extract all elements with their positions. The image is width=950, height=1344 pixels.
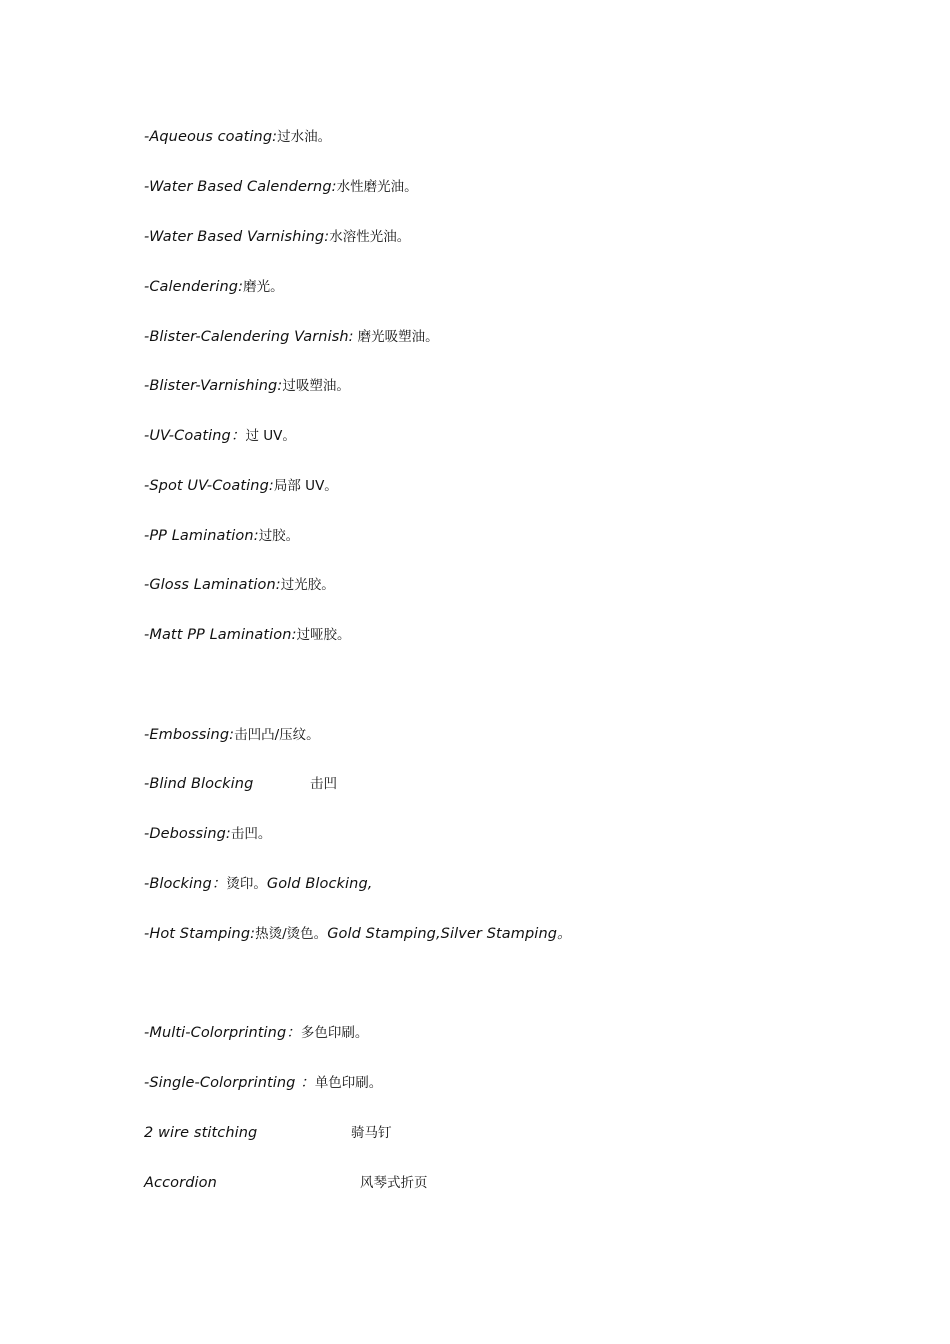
term-chinese: 磨光吸塑油。 (357, 329, 439, 345)
term-line (144, 574, 335, 596)
term-english: -Aqueous coating: (144, 129, 278, 145)
term-line (144, 724, 320, 746)
term-english: -Embossing: (144, 727, 235, 743)
term-chinese: 单色印刷。 (314, 1075, 383, 1091)
term-chinese: 局部 UV。 (273, 478, 338, 494)
term-line (144, 1172, 428, 1194)
term-line (144, 375, 350, 397)
term-chinese: 击凹凸/压纹。 (234, 727, 320, 743)
term-line (144, 525, 299, 547)
term-line (144, 126, 331, 148)
term-line (144, 276, 284, 298)
term-chinese: 多色印刷。 (300, 1025, 369, 1041)
term-chinese: 过吸塑油。 (282, 378, 350, 394)
term-english: -PP Lamination: (144, 528, 259, 544)
term-english: -Hot Stamping: (144, 926, 256, 942)
term-line (144, 425, 296, 447)
term-english: -UV-Coating： (144, 428, 246, 444)
term-chinese: 过光胶。 (280, 577, 335, 593)
term-english: -Spot UV-Coating: (144, 478, 274, 494)
term-line (144, 326, 439, 348)
term-english: -Blocking： (144, 876, 227, 892)
term-chinese: 风琴式折页 (360, 1175, 428, 1191)
term-english: -Water Based Calenderng: (144, 179, 337, 195)
term-chinese: 热烫/烫色。 (255, 926, 328, 942)
term-english: -Matt PP Lamination: (144, 627, 297, 643)
term-chinese: 水溶性光油。 (329, 229, 411, 245)
term-english: -Blister-Calendering Varnish: (144, 329, 354, 345)
term-chinese: 烫印。 (226, 876, 267, 892)
term-english: -Blind Blocking (144, 776, 254, 792)
term-chinese: 过胶。 (258, 528, 300, 544)
term-english: -Multi-Colorprinting： (144, 1025, 301, 1041)
term-line (144, 1022, 368, 1044)
term-english: 2 wire stitching (144, 1125, 258, 1141)
term-english: -Calendering: (144, 279, 244, 295)
term-english: Accordion (144, 1175, 217, 1191)
term-line (144, 176, 418, 198)
term-english: -Single-Colorprinting ： (144, 1075, 315, 1091)
term-english: -Debossing: (144, 826, 231, 842)
term-chinese: 骑马钉 (351, 1125, 392, 1141)
term-chinese: 过 UV。 (245, 428, 296, 444)
term-line (144, 1072, 382, 1094)
term-chinese: 过水油。 (277, 129, 332, 145)
term-line (144, 624, 351, 646)
term-line (144, 773, 337, 795)
term-english: -Gloss Lamination: (144, 577, 281, 593)
term-english: -Blister-Varnishing: (144, 378, 283, 394)
term-chinese: 过哑胶。 (296, 627, 351, 643)
term-line (144, 923, 572, 945)
term-english-extra: Gold Stamping,Silver Stamping。 (327, 926, 572, 942)
term-line (144, 226, 410, 248)
term-chinese: 磨光。 (243, 279, 284, 295)
term-english-extra: Gold Blocking, (266, 876, 373, 892)
term-chinese: 击凹。 (230, 826, 272, 842)
term-chinese: 水性磨光油。 (336, 179, 418, 195)
term-line (144, 873, 372, 895)
term-english: -Water Based Varnishing: (144, 229, 330, 245)
term-chinese: 击凹 (310, 776, 337, 792)
term-line (144, 823, 271, 845)
term-line (144, 475, 338, 497)
term-line (144, 1122, 392, 1144)
